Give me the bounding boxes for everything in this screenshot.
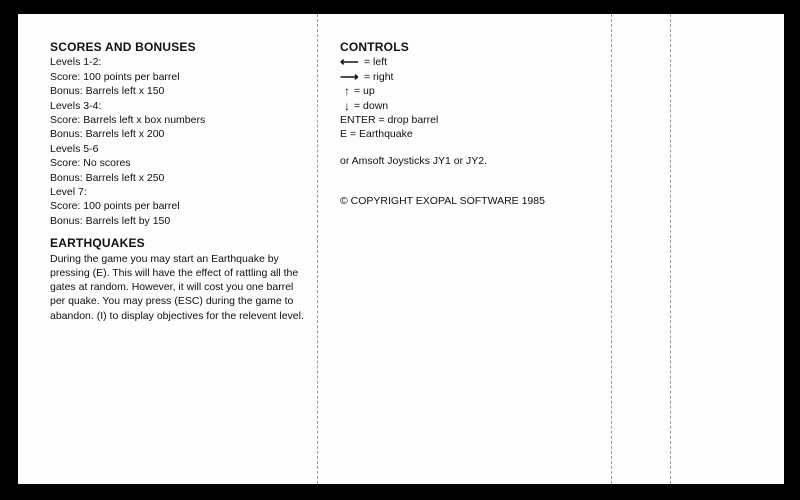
earthquakes-heading: EARTHQUAKES: [50, 236, 145, 251]
control-down-label: = down: [354, 99, 389, 112]
instruction-sheet: [18, 14, 784, 484]
control-up: [340, 84, 600, 98]
controls-heading: CONTROLS: [340, 40, 409, 54]
left-arrow-icon: ⟵: [340, 54, 359, 70]
fold-line: [611, 14, 612, 484]
copyright-notice: © COPYRIGHT EXOPAL SOFTWARE 1985: [340, 195, 545, 208]
control-down: [340, 99, 600, 113]
scores-line: Levels 3-4:: [50, 99, 102, 112]
scores-line: Score: 100 points per barrel: [50, 200, 180, 213]
control-right-label: = right: [364, 70, 394, 83]
right-arrow-icon: ⟶: [340, 68, 359, 84]
scores-line: Score: Barrels left x box numbers: [50, 114, 206, 127]
scores-line: Levels 1-2:: [50, 56, 102, 69]
scores-heading: SCORES AND BONUSES: [50, 40, 196, 54]
earthquakes-text: During the game you may start an Earthquake by pressing (E). This will have the effect of rattling all the gates at random. However, it will cost you one barrel per quake. You may press (ESC) during the game to abandon. (I) to display objectives for the relevent level.: [50, 252, 304, 322]
down-arrow-icon: ↓: [344, 98, 350, 113]
scores-line: Level 7:: [50, 186, 87, 199]
up-arrow-icon: ↑: [344, 84, 350, 99]
fold-line: [670, 14, 671, 484]
left-panel: [50, 40, 306, 323]
control-right: [340, 70, 600, 84]
control-left-label: = left: [364, 56, 388, 69]
scores-list: [50, 55, 306, 228]
scores-line: Bonus: Barrels left x 250: [50, 171, 165, 184]
scores-line: Levels 5-6: [50, 142, 99, 155]
scores-line: Bonus: Barrels left x 150: [50, 85, 165, 98]
control-enter: ENTER = drop barrel: [340, 114, 439, 127]
control-left: [340, 55, 600, 69]
fold-line: [317, 14, 318, 484]
right-panel: [340, 40, 600, 209]
scores-line: Bonus: Barrels left by 150: [50, 214, 171, 227]
control-up-label: = up: [354, 85, 375, 98]
scores-line: Score: 100 points per barrel: [50, 70, 180, 83]
control-earthquake: E = Earthquake: [340, 128, 413, 141]
scores-line: Bonus: Barrels left x 200: [50, 128, 165, 141]
joystick-note: or Amsoft Joysticks JY1 or JY2.: [340, 154, 488, 167]
scores-line: Score: No scores: [50, 157, 131, 170]
